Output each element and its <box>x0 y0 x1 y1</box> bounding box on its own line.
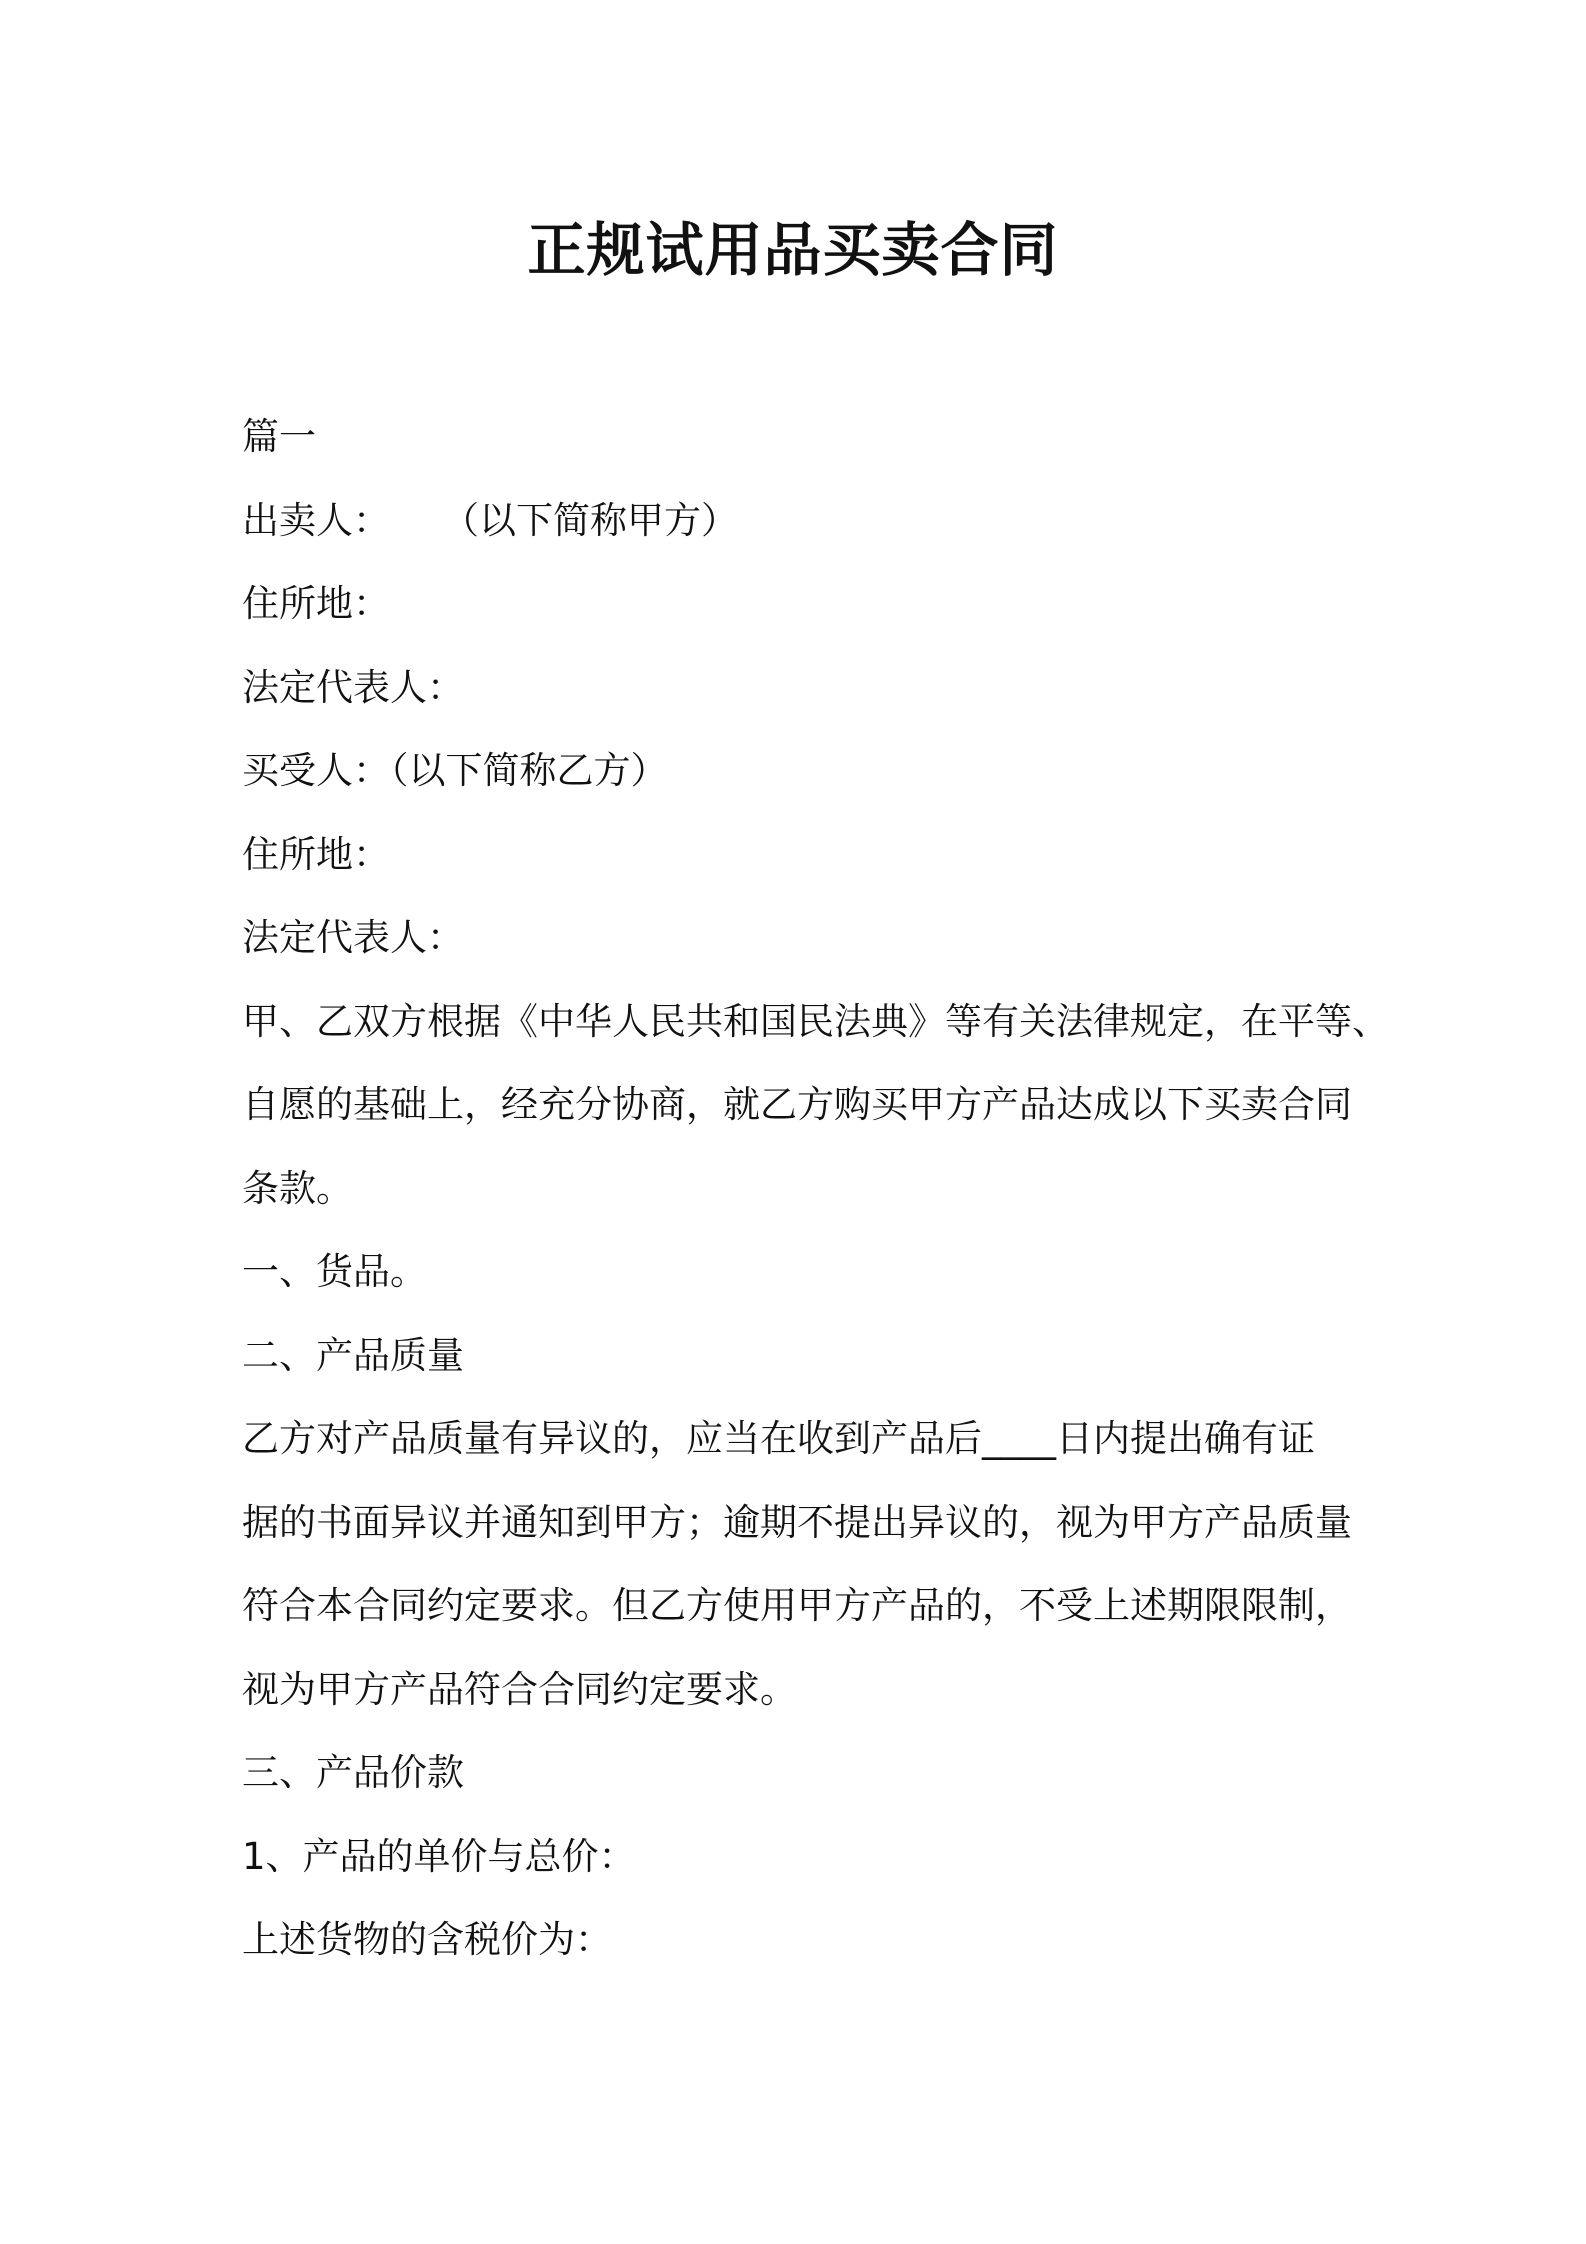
preamble-line-2: 自愿的基础上，经充分协商，就乙方购买甲方产品达成以下买卖合同 <box>242 1083 1352 1126</box>
clause-2-heading: 二、产品质量 <box>242 1333 464 1377</box>
clause-3-heading: 三、产品价款 <box>242 1751 464 1794</box>
clause-2-text-line-2: 据的书面异议并通知到甲方；逾期不提出异议的，视为甲方产品质量 <box>242 1500 1352 1544</box>
seller-alias: （以下简称甲方） <box>442 498 738 542</box>
buyer-line: 买受人：（以下简称乙方） <box>242 749 668 792</box>
seller-address-line: 住所地： <box>242 582 390 625</box>
clause-2-text-line-3: 符合本合同约定要求。但乙方使用甲方产品的，不受上述期限限制， <box>242 1584 1352 1627</box>
preamble-line-3: 条款。 <box>242 1166 353 1210</box>
clause-3-tax-price-line: 上述货物的含税价为： <box>242 1918 612 1961</box>
clause-2-text-line-1: 乙方对产品质量有异议的，应当在收到产品后____日内提出确有证 <box>242 1417 1315 1460</box>
document-body <box>242 395 1389 1982</box>
section-heading-part-one: 篇一 <box>242 415 316 458</box>
preamble-line-1: 甲、乙双方根据《中华人民共和国民法典》等有关法律规定，在平等、 <box>242 999 1389 1043</box>
seller-line <box>242 479 1362 563</box>
document-title: 正规试用品买卖合同 <box>527 216 1059 284</box>
seller-representative-line: 法定代表人： <box>242 665 464 709</box>
buyer-representative-line: 法定代表人： <box>242 916 464 959</box>
clause-2-text-line-4: 视为甲方产品符合合同约定要求。 <box>242 1667 797 1711</box>
clause-3-item-1: 1、产品的单价与总价： <box>242 1834 636 1878</box>
seller-label: 出卖人： <box>242 498 390 542</box>
clause-1-heading: 一、货品。 <box>242 1250 427 1293</box>
buyer-address-line: 住所地： <box>242 832 390 876</box>
